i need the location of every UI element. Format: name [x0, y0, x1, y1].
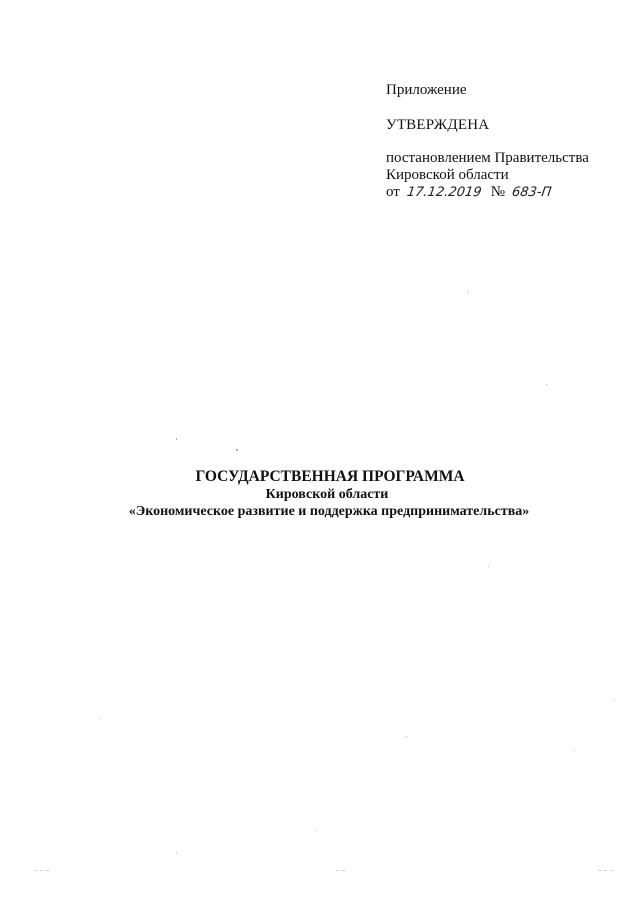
- program-name: «Экономическое развитие и поддержка предпринимательства»: [128, 504, 530, 519]
- program-title: ГОСУДАРСТВЕННАЯ ПРОГРАММА: [195, 468, 465, 485]
- scan-edge-mark: — —: [336, 868, 346, 874]
- appendix-label: Приложение: [386, 82, 467, 98]
- scan-speck: [468, 292, 469, 293]
- scan-speck: [574, 750, 575, 751]
- approved-label: УТВЕРЖДЕНА: [386, 117, 490, 133]
- number-prefix: №: [490, 184, 506, 200]
- scan-edge-mark: — — —: [598, 868, 614, 874]
- scan-speck: [316, 830, 317, 831]
- handwritten-date: 17.12.2019: [405, 185, 483, 200]
- scan-speck: [100, 718, 101, 719]
- scan-speck: [546, 384, 547, 385]
- program-title-block: [0, 468, 640, 520]
- decree-reference: [386, 150, 626, 201]
- decree-line-1: постановлением Правительства: [386, 150, 589, 166]
- scan-speck: [236, 449, 238, 451]
- approval-stamp-block: [386, 82, 626, 201]
- decree-line-2: Кировской области: [386, 167, 509, 183]
- scan-speck: [488, 566, 489, 567]
- scan-edge-mark: — — —: [34, 868, 50, 874]
- scan-speck: [176, 852, 177, 853]
- scan-speck: [406, 736, 407, 737]
- date-prefix: от: [386, 184, 400, 200]
- scan-speck: [614, 700, 615, 701]
- program-region: Кировской области: [265, 487, 389, 502]
- decree-date-line: [386, 184, 626, 201]
- handwritten-number: 683-П: [510, 185, 553, 200]
- scan-speck: [176, 438, 177, 440]
